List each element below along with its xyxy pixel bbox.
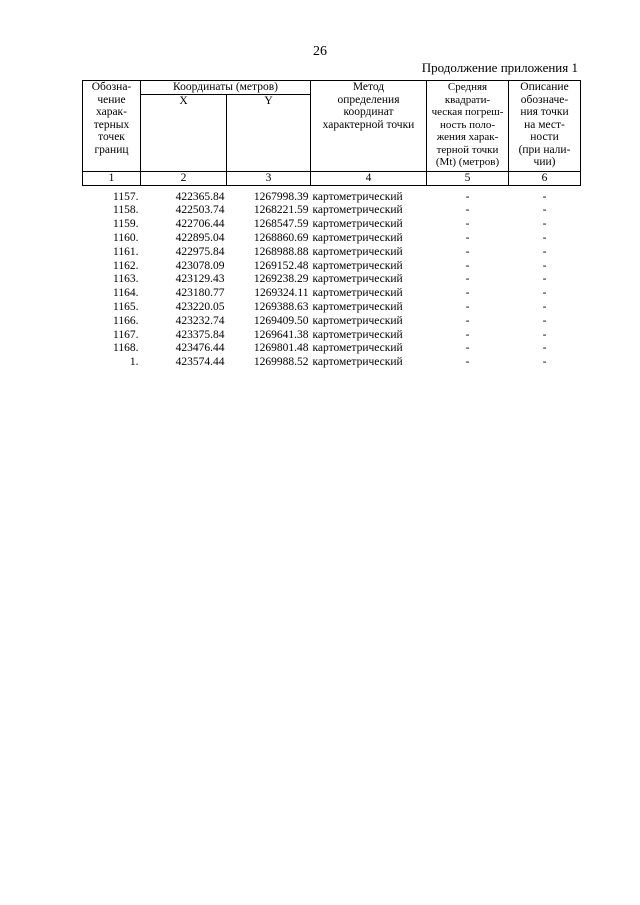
error-cell: - xyxy=(465,273,470,286)
description-cell: - xyxy=(542,314,547,327)
table-row xyxy=(83,273,581,287)
description-cell: - xyxy=(542,190,547,203)
table-row xyxy=(83,314,581,328)
error-cell: - xyxy=(465,232,470,245)
column-number: 2 xyxy=(141,172,227,186)
point-number: 1162. xyxy=(113,259,139,272)
point-number: 1164. xyxy=(113,287,139,300)
error-cell: - xyxy=(465,342,470,355)
coord-x: 422365.84 xyxy=(175,190,225,203)
method-cell: картометрический xyxy=(312,232,403,245)
coord-y: 1269641.38 xyxy=(253,328,309,341)
description-cell: - xyxy=(542,356,547,369)
description-cell: - xyxy=(542,204,547,217)
point-number: 1159. xyxy=(113,218,139,231)
page-number: 26 xyxy=(313,44,327,59)
table-row xyxy=(83,259,581,273)
table-row xyxy=(83,342,581,356)
table-row xyxy=(83,186,581,204)
coord-x: 423375.84 xyxy=(175,328,225,341)
error-cell: - xyxy=(465,287,470,300)
point-number: 1158. xyxy=(113,204,139,217)
coord-x: 423476.44 xyxy=(175,342,225,355)
coord-y: 1269409.50 xyxy=(253,314,309,327)
column-number: 1 xyxy=(83,172,141,186)
description-cell: - xyxy=(542,232,547,245)
header-y: Y xyxy=(227,95,311,172)
table-row xyxy=(83,204,581,218)
coord-y: 1267998.39 xyxy=(253,190,309,203)
coord-y: 1268221.59 xyxy=(253,204,309,217)
coordinates-table xyxy=(82,80,581,369)
error-cell: - xyxy=(465,356,470,369)
coord-x: 423574.44 xyxy=(175,356,225,369)
header-designation: Обозна- чение харак- терных точек границ xyxy=(83,81,141,172)
table-row xyxy=(83,218,581,232)
column-number: 5 xyxy=(427,172,509,186)
description-cell: - xyxy=(542,342,547,355)
error-cell: - xyxy=(465,218,470,231)
point-number: 1. xyxy=(129,356,139,369)
coord-x: 423180.77 xyxy=(175,287,225,300)
coord-x: 422975.84 xyxy=(175,245,225,258)
point-number: 1165. xyxy=(113,301,139,314)
error-cell: - xyxy=(465,314,470,327)
method-cell: картометрический xyxy=(312,356,403,369)
coord-x: 423078.09 xyxy=(175,259,225,272)
table-row xyxy=(83,231,581,245)
point-number: 1160. xyxy=(113,232,139,245)
method-cell: картометрический xyxy=(312,259,403,272)
description-cell: - xyxy=(542,245,547,258)
coord-y: 1269152.48 xyxy=(253,259,309,272)
coord-x: 423129.43 xyxy=(175,273,225,286)
description-cell: - xyxy=(542,301,547,314)
appendix-note: Продолжение приложения 1 xyxy=(421,60,578,75)
point-number: 1167. xyxy=(113,328,139,341)
description-cell: - xyxy=(542,259,547,272)
error-cell: - xyxy=(465,204,470,217)
coord-x: 422706.44 xyxy=(175,218,225,231)
method-cell: картометрический xyxy=(312,342,403,355)
coord-y: 1269324.11 xyxy=(254,287,309,300)
header-coordinates: Координаты (метров) xyxy=(141,81,311,95)
method-cell: картометрический xyxy=(312,245,403,258)
coord-x: 422503.74 xyxy=(175,204,225,217)
point-number: 1163. xyxy=(113,273,139,286)
coord-y: 1268860.69 xyxy=(253,232,309,245)
method-cell: картометрический xyxy=(312,287,403,300)
coord-y: 1269388.63 xyxy=(253,301,309,314)
header-method: Метод определения координат характерной точки xyxy=(311,81,427,172)
error-cell: - xyxy=(465,259,470,272)
method-cell: картометрический xyxy=(312,204,403,217)
coord-x: 423232.74 xyxy=(175,314,225,327)
table-row xyxy=(83,328,581,342)
table-row xyxy=(83,245,581,259)
point-number: 1168. xyxy=(113,342,139,355)
header-description: Описание обозначе- ния точки на мест- ности (при нали- чии) xyxy=(509,81,581,172)
method-cell: картометрический xyxy=(312,218,403,231)
point-number: 1166. xyxy=(113,314,139,327)
method-cell: картометрический xyxy=(312,328,403,341)
column-number: 4 xyxy=(311,172,427,186)
table-row xyxy=(83,287,581,301)
error-cell: - xyxy=(465,245,470,258)
method-cell: картометрический xyxy=(312,190,403,203)
description-cell: - xyxy=(542,328,547,341)
coord-y: 1269988.52 xyxy=(253,356,309,369)
error-cell: - xyxy=(465,190,470,203)
header-error: Средняя квадрати- ческая погреш- ность поло- жения харак- терной точки (Mt) (метров) xyxy=(427,81,509,172)
header-x: X xyxy=(141,95,227,172)
method-cell: картометрический xyxy=(312,314,403,327)
coord-y: 1268547.59 xyxy=(253,218,309,231)
table-row xyxy=(83,356,581,370)
table-row xyxy=(83,300,581,314)
description-cell: - xyxy=(542,218,547,231)
method-cell: картометрический xyxy=(312,301,403,314)
error-cell: - xyxy=(465,301,470,314)
error-cell: - xyxy=(465,328,470,341)
method-cell: картометрический xyxy=(312,273,403,286)
coord-x: 422895.04 xyxy=(175,232,225,245)
column-number: 3 xyxy=(227,172,311,186)
coord-y: 1269801.48 xyxy=(253,342,309,355)
coord-y: 1269238.29 xyxy=(253,273,309,286)
coord-x: 423220.05 xyxy=(175,301,225,314)
coord-y: 1268988.88 xyxy=(253,245,309,258)
description-cell: - xyxy=(542,287,547,300)
description-cell: - xyxy=(542,273,547,286)
point-number: 1161. xyxy=(113,245,139,258)
point-number: 1157. xyxy=(113,190,139,203)
column-number: 6 xyxy=(509,172,581,186)
